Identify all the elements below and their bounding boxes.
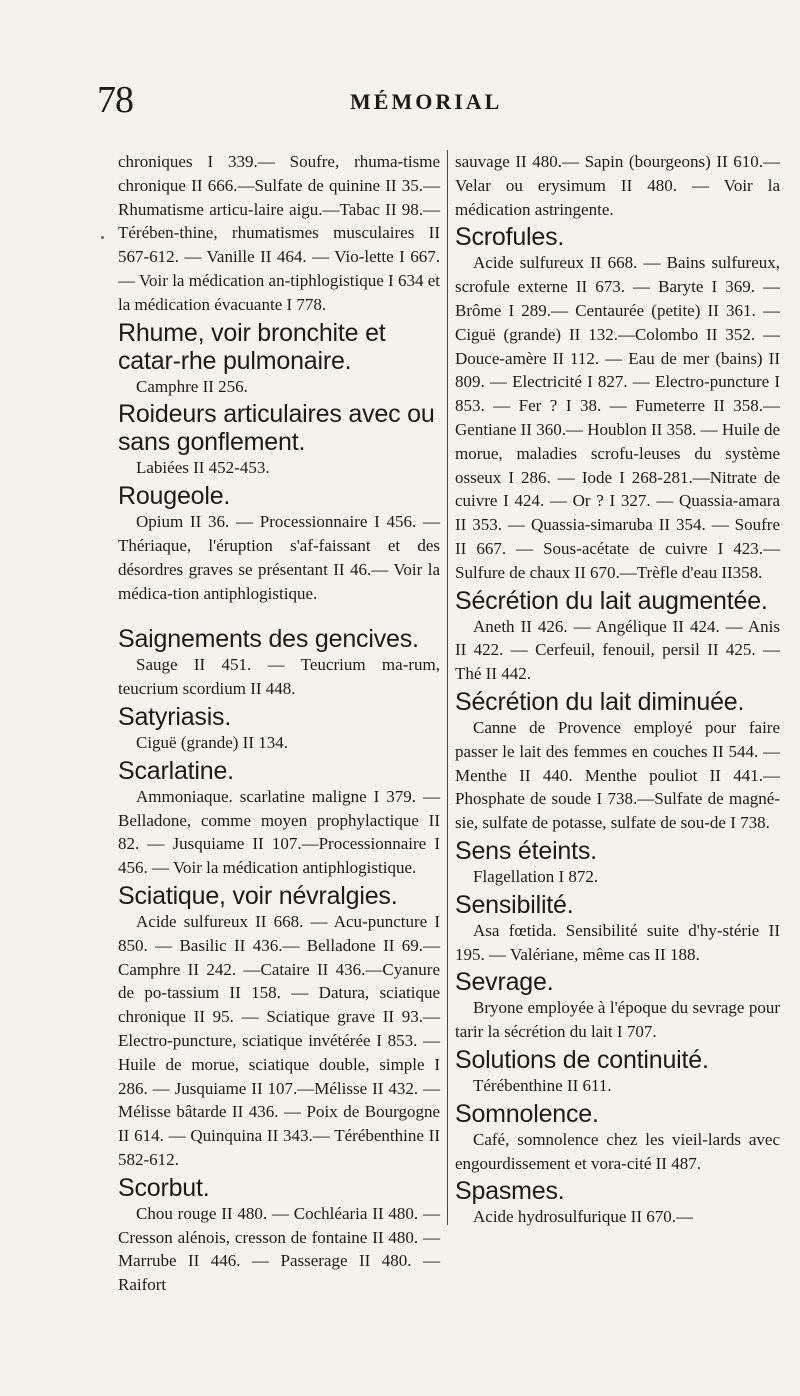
- entry-body: Acide sulfureux II 668. — Bains sulfureux, scrofule externe II 673. — Baryte I 369. — Brôme I 289.— Centaurée (petite) II 361. — Ciguë (grande) II 132.—Colombo II 352. — Douce-amère II 112. — Eau de mer (bains) II 809. — Electricité I 827. — Electro-puncture I 853. — Fer ? I 38. — Fumeterre II 358.— Gentiane II 360.— Houblon II 358. — Huile de morue, maladies scrofu-leuses du système osseux I 286. — Iode I 268-281.—Nitrate de cuivre I 424. — Or ? I 327. — Quassia-amara II 353. — Quassia-simaruba II 354. — Soufre II 667. — Sous-acétate de cuivre I 423.—Sulfure de chaux II 670.—Trèfle d'eau II358.: [455, 253, 780, 582]
- entry-heading: Saignements des gencives.: [118, 625, 419, 654]
- entry-heading: Sciatique, voir névralgies.: [118, 881, 398, 910]
- entry-heading: Sens éteints.: [455, 836, 597, 865]
- entry-body: Térébenthine II 611.: [473, 1075, 612, 1095]
- entry-heading: Solutions de continuité.: [455, 1045, 709, 1074]
- entry: [118, 150, 440, 317]
- entry-heading: Sécrétion du lait augmentée.: [455, 586, 768, 615]
- entry-body: sauvage II 480.— Sapin (bourgeons) II 610.—Velar ou erysimum II 480. — Voir la médication astringente.: [455, 152, 780, 219]
- entry: [118, 319, 440, 399]
- entry: [118, 703, 440, 755]
- entry-body: Café, somnolence chez les vieil-lards avec engourdissement et vora-cité II 487.: [455, 1129, 780, 1173]
- margin-mark: [101, 236, 104, 239]
- entry-heading: Scorbut.: [118, 1173, 210, 1202]
- page-number: 78: [97, 79, 133, 121]
- right-column: [455, 150, 780, 1229]
- left-column: [118, 150, 440, 1297]
- entry: [118, 400, 440, 480]
- entry: [455, 1177, 780, 1229]
- entry-body: Canne de Provence employé pour faire passer le lait des femmes en couches II 544. — Menthe II 440. Menthe pouliot II 441.—Phosphate de soude I 738.—Sulfate de magné-sie, sulfate de potasse, sulfate de sou-de I 738.: [455, 717, 780, 833]
- entry-body: Acide sulfureux II 668. — Acu-puncture I 850. — Basilic II 436.— Belladone II 69.— Camphre II 242. —Cataire II 436.—Cyanure de po-tassium II 158. — Datura, sciatique chronique II 95. — Sciatique grave II 93.— Electro-puncture, sciatique invétérée I 853. — Huile de morue, sciatique double, simple I 286. — Jusquiame II 107.—Mélisse II 432. —Mélisse bâtarde II 436. — Poix de Bourgogne II 614. — Quinquina II 343.— Térébenthine II 582-612.: [118, 911, 440, 1169]
- entry-heading: Satyriasis.: [118, 702, 232, 731]
- entry: [118, 882, 440, 1172]
- entry-body: Aneth II 426. — Angélique II 424. — Anis II 422. — Cerfeuil, fenouil, persil II 425. — Thé II 442.: [455, 616, 780, 684]
- entry-body: Acide hydrosulfurique II 670.—: [473, 1207, 694, 1227]
- entry-heading: Spasmes.: [455, 1177, 565, 1206]
- entry-heading: Sécrétion du lait diminuée.: [455, 687, 745, 716]
- entry-heading: Sensibilité.: [455, 890, 574, 919]
- entry-body: Chou rouge II 480. — Cochléaria II 480. — Cresson alénois, cresson de fontaine II 480. — Marrube II 446. — Passerage II 480. — Raifort: [118, 1203, 440, 1295]
- entry: [455, 150, 780, 221]
- column-rule: [447, 150, 448, 1225]
- entry-body: Labiées II 452-453.: [136, 458, 270, 478]
- entry-heading: Roideurs articulaires avec ou sans gonflement.: [118, 400, 435, 457]
- entry-heading: Scarlatine.: [118, 756, 234, 785]
- entry: [118, 482, 440, 605]
- entry-body: Sauge II 451. — Teucrium ma-rum, teucrium scordium II 448.: [118, 655, 440, 699]
- running-head: MÉMORIAL: [350, 89, 503, 114]
- entry: [455, 688, 780, 835]
- entry-heading: Scrofules.: [455, 223, 565, 252]
- entry-heading: Rhume, voir bronchite et catar-rhe pulmonaire.: [118, 318, 386, 375]
- entry: [455, 1100, 780, 1176]
- entry: [455, 968, 780, 1044]
- entry-heading: Somnolence.: [455, 1099, 599, 1128]
- entry: [118, 625, 440, 701]
- entry: [455, 587, 780, 686]
- entry-body: Flagellation I 872.: [473, 866, 599, 886]
- entry-body: Opium II 36. — Processionnaire I 456. — Thériaque, l'éruption s'af-faissant et des désordres graves se présentant II 46.— Voir la médica-tion antiphlogistique.: [118, 512, 440, 603]
- entry-body: Ciguë (grande) II 134.: [136, 732, 289, 752]
- entry-body: chroniques I 339.— Soufre, rhuma-tisme chronique II 666.—Sulfate de quinine II 35.—Rhumatisme articu-laire aigu.—Tabac II 98.—Térében-thine, rhumatismes musculaires II 567-612. — Vanille II 464. — Vio-lette I 667.— Voir la médication an-tiphlogistique I 634 et la médication évacuante I 778.: [118, 152, 440, 314]
- entry: [118, 757, 440, 880]
- entry: [455, 891, 780, 967]
- entry-body: Bryone employée à l'époque du sevrage pour tarir la sécrétion du lait I 707.: [455, 998, 780, 1042]
- entry-body: Asa fœtida. Sensibilité suite d'hy-stérie II 195. — Valériane, même cas II 188.: [455, 920, 780, 964]
- entry-body: Ammoniaque. scarlatine maligne I 379. — Belladone, comme moyen prophylactique II 82. — Jusquiame II 107.—Processionnaire I 456. — Voir la médication antiphlogistique.: [118, 786, 440, 878]
- entry-heading: Rougeole.: [118, 482, 231, 511]
- entry-heading: Sevrage.: [455, 968, 554, 997]
- entry: [455, 223, 780, 584]
- entry: [455, 1046, 780, 1098]
- entry-body: Camphre II 256.: [136, 376, 248, 396]
- entry: [118, 1174, 440, 1297]
- entry: [455, 837, 780, 889]
